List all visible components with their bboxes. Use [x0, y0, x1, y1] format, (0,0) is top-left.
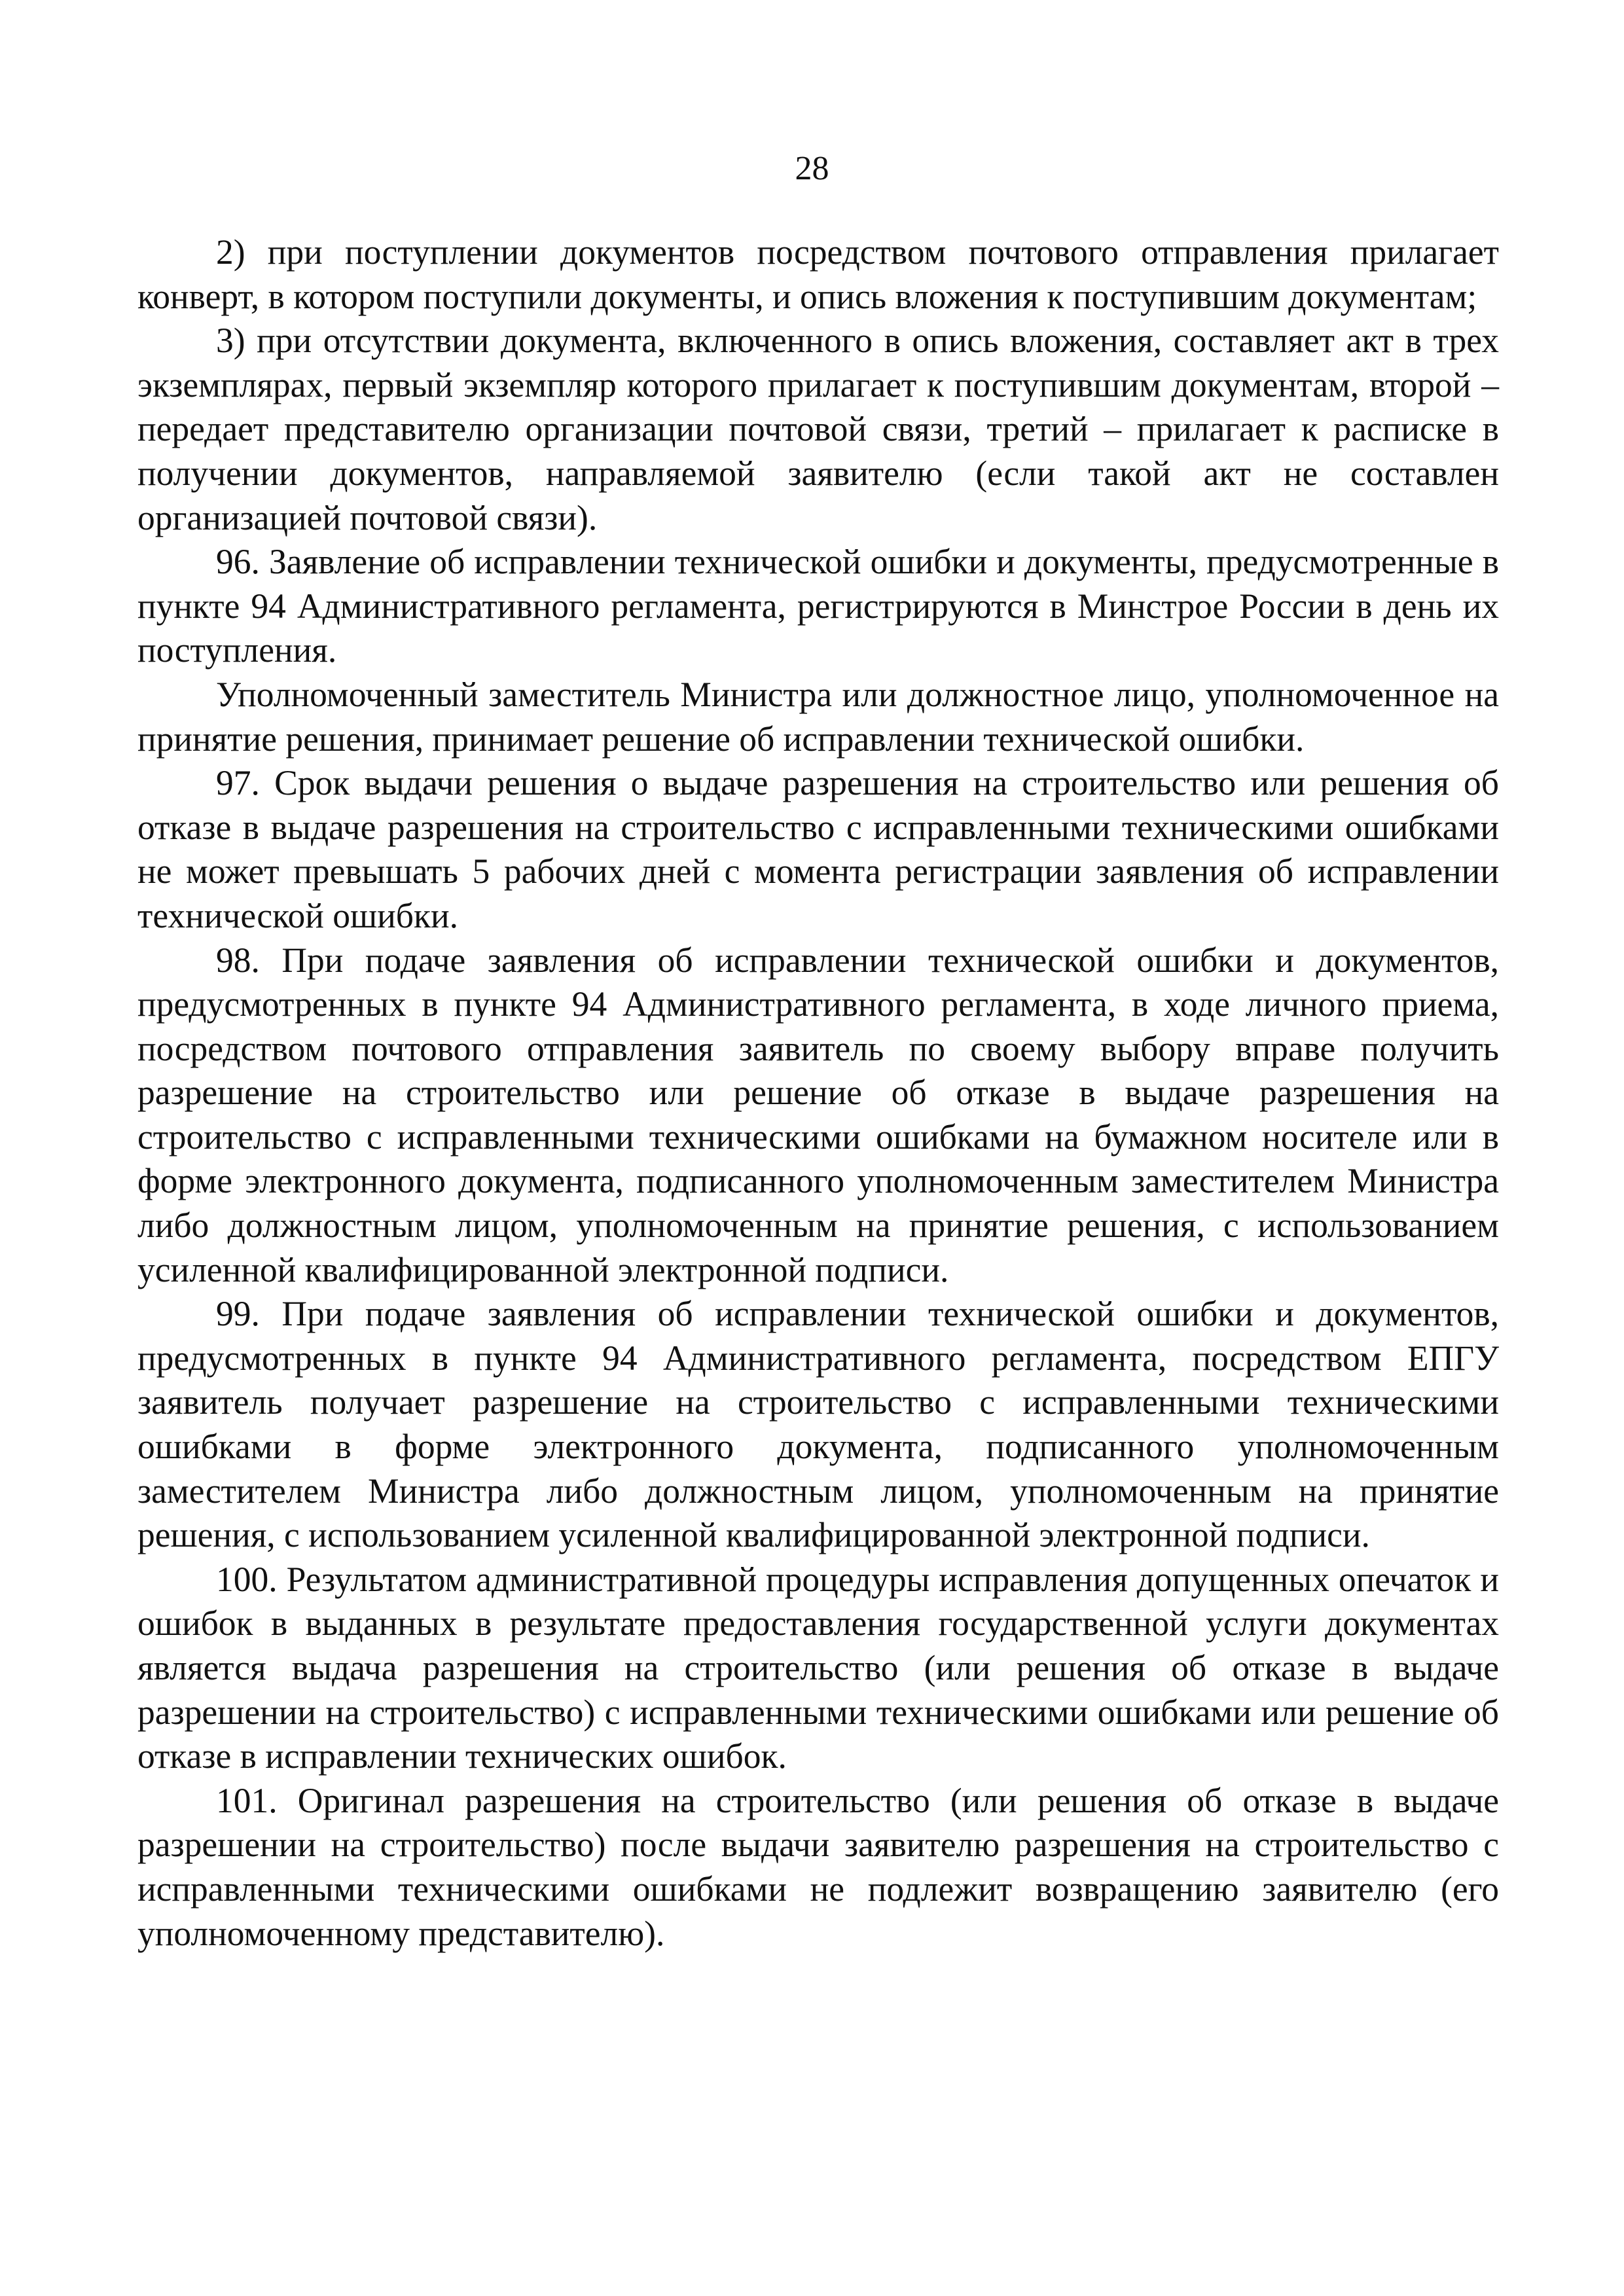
paragraph-96: 96. Заявление об исправлении технической ошибки и документы, предусмотренные в пункте 94 Административного регламента, регистрируются в Минстрое России в день их поступления.	[137, 542, 1499, 670]
page-number: 28	[795, 150, 829, 187]
paragraph-100: 100. Результатом административной процедуры исправления допущенных опечаток и ошибок в выданных в результате предоставления государственной услуги документах является выдача разрешения на строительство (или решения об отказе в выдаче разрешении на строительство) с исправленными техническими ошибками или решение об отказе в исправлении технических ошибок.	[137, 1559, 1499, 1776]
paragraph-item-2: 2) при поступлении документов посредством почтового отправления прилагает конверт, в котором поступили документы, и опись вложения к поступившим документам;	[137, 232, 1499, 316]
paragraph-98: 98. При подаче заявления об исправлении технической ошибки и документов, предусмотренных в пункте 94 Административного регламента, в ходе личного приема, посредством почтового отправления заявитель по своему выбору вправе получить разрешение на строительство или решение об отказе в выдаче разрешения на строительство с исправленными техническими ошибками на бумажном носителе или в форме электронного документа, подписанного уполномоченным заместителем Министра либо должностным лицом, уполномоченным на принятие решения, с использованием усиленной квалифицированной электронной подписи.	[137, 940, 1499, 1289]
paragraph-97: 97. Срок выдачи решения о выдаче разрешения на строительство или решения об отказе в выдаче разрешения на строительство с исправленными техническими ошибками не может превышать 5 рабочих дней с момента регистрации заявления об исправлении технической ошибки.	[137, 763, 1499, 935]
paragraph-item-3: 3) при отсутствии документа, включенного в опись вложения, составляет акт в трех экземплярах, первый экземпляр которого прилагает к поступившим документам, второй – передает представителю организации почтовой связи, третий – прилагает к расписке в получении документов, направляемой заявителю (если такой акт не составлен организацией почтовой связи).	[137, 321, 1499, 537]
paragraph-101: 101. Оригинал разрешения на строительство (или решения об отказе в выдаче разрешении на строительство) после выдачи заявителю разрешения на строительство с исправленными техническими ошибками не подлежит возвращению заявителю (его уполномоченному представителю).	[137, 1780, 1499, 1953]
paragraph-96-continuation: Уполномоченный заместитель Министра или должностное лицо, уполномоченное на принятие решения, принимает решение об исправлении технической ошибки.	[137, 674, 1499, 759]
paragraph-99: 99. При подаче заявления об исправлении технической ошибки и документов, предусмотренных в пункте 94 Административного регламента, посредством ЕПГУ заявитель получает разрешение на строительство с исправленными техническими ошибками в форме электронного документа, подписанного уполномоченным заместителем Министра либо должностным лицом, уполномоченным на принятие решения, с использованием усиленной квалифицированной электронной подписи.	[137, 1294, 1499, 1555]
document-body	[137, 230, 1499, 1956]
